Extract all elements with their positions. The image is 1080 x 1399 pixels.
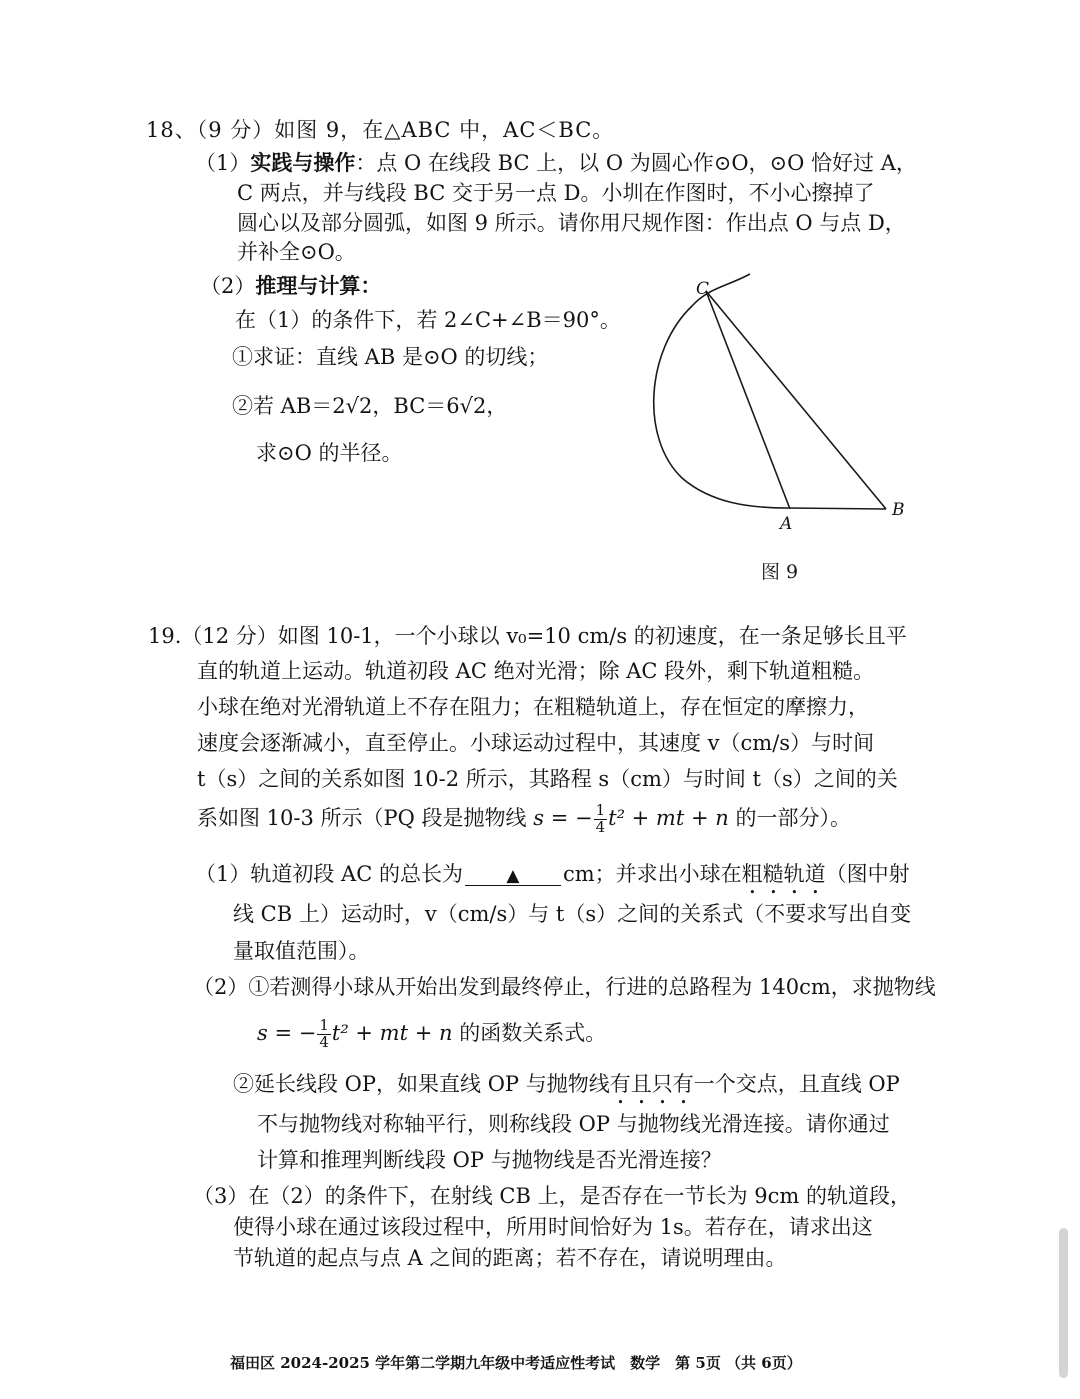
fraction-denominator-2: 4 xyxy=(319,1032,329,1051)
q18-part1-line3: 圆心以及部分圆弧，如图 9 所示。请你用尺规作图：作出点 O 与点 D， xyxy=(237,211,906,235)
q19-line5: t（s）之间的关系如图 10-2 所示，其路程 s（cm）与时间 t（s）之间的关 xyxy=(197,767,898,791)
q19-part2-line2-text: 的函数关系式。 xyxy=(459,1020,607,1045)
point-b-label: B xyxy=(892,500,905,520)
figure-9-diagram xyxy=(640,268,920,528)
answer-blank[interactable]: ▲ xyxy=(465,868,561,886)
q19-line3: 小球在绝对光滑轨道上不存在阻力；在粗糙轨道上，存在恒定的摩擦力， xyxy=(197,695,869,719)
fraction-numerator: 1 xyxy=(595,801,606,819)
parabola-formula-2 xyxy=(257,1016,453,1051)
q18-part1-line1 xyxy=(195,152,917,174)
q19-line1: 19.（12 分）如图 10-1，一个小球以 v₀=10 cm/s 的初速度，在一条足够长且平 xyxy=(148,624,907,648)
q19-part2b-line1 xyxy=(233,1072,900,1109)
q19-part3-line3: 节轨道的起点与点 A 之间的距离；若不存在，请说明理由。 xyxy=(233,1246,787,1270)
formula-rhs-2: t² + mt + n xyxy=(331,1020,453,1045)
q18-part2-line4: 求⊙O 的半径。 xyxy=(256,441,403,465)
q18-part1-title: 实践与操作 xyxy=(250,150,356,175)
formula-rhs: t² + mt + n xyxy=(608,805,729,830)
q19-part1-prefix: （1）轨道初段 AC 的总长为 xyxy=(195,862,463,886)
q18-part1-tag: （1） xyxy=(195,151,251,175)
q19-line4: 速度会逐渐减小，直至停止。小球运动过程中，其速度 v（cm/s）与时间 xyxy=(197,731,875,755)
scrollbar-thumb[interactable] xyxy=(1059,1228,1068,1378)
q19-line6-suffix: 的一部分）。 xyxy=(735,805,851,830)
circle-arc xyxy=(654,274,886,509)
q19-part1-mid: cm；并求出小球在 xyxy=(562,862,742,886)
q19-part2b-prefix: ②延长线段 OP，如果直线 OP 与抛物线 xyxy=(233,1072,610,1096)
page-footer: 福田区 2024-2025 学年第二学期九年级中考适应性考试 数学 第 5页 （共 6页） xyxy=(230,1354,802,1372)
q18-part2-line3: ②若 AB＝2√2，BC＝6√2， xyxy=(232,394,508,418)
point-a-label: A xyxy=(780,514,793,534)
q18-part2-heading xyxy=(200,275,381,297)
q18-part2-line2: ①求证：直线 AB 是⊙O 的切线； xyxy=(232,345,549,369)
figure-9-caption: 图 9 xyxy=(761,561,799,583)
fraction-denominator: 4 xyxy=(595,817,606,836)
formula-lhs-2: s = − xyxy=(257,1020,317,1045)
fraction-numerator-2: 1 xyxy=(319,1016,329,1034)
q18-part2-title: 推理与计算： xyxy=(255,273,382,298)
parabola-formula xyxy=(533,801,729,836)
q19-line6 xyxy=(197,803,851,836)
segment-cb xyxy=(706,291,886,509)
q19-part2-line1: （2）①若测得小球从开始出发到最终停止，行进的总路程为 140cm，求抛物线 xyxy=(193,975,936,999)
q19-part2-line2 xyxy=(257,1018,606,1051)
formula-fraction-2 xyxy=(317,1018,331,1051)
q18-part1-line4: 并补全⊙O。 xyxy=(237,240,356,264)
q19-part1-line3: 量取值范围）。 xyxy=(233,939,370,963)
q18-part1-line2: C 两点，并与线段 BC 交于另一点 D。小圳在作图时，不小心擦掉了 xyxy=(237,181,875,205)
q18-part2-tag: （2） xyxy=(200,274,256,298)
q19-line6-prefix: 系如图 10-3 所示（PQ 段是抛物线 xyxy=(197,805,527,830)
q19-part1-suffix: （图中射 xyxy=(825,862,910,886)
q19-part3-line2: 使得小球在通过该段过程中，所用时间恰好为 1s。若存在，请求出这 xyxy=(233,1215,873,1239)
q18-part2-line1: 在（1）的条件下，若 2∠C+∠B＝90°。 xyxy=(235,308,621,332)
q19-part1-line2: 线 CB 上）运动时，v（cm/s）与 t（s）之间的关系式（不要求写出自变 xyxy=(233,902,912,926)
segment-ca xyxy=(706,291,790,509)
q18-part1-text1: ：点 O 在线段 BC 上，以 O 为圆心作⊙O，⊙O 恰好过 A， xyxy=(355,151,917,175)
q19-part2b-line3: 计算和推理判断线段 OP 与抛物线是否光滑连接？ xyxy=(257,1148,722,1172)
q19-part2b-emphasis: 有且只有 xyxy=(609,1072,694,1096)
q19-part1-line1 xyxy=(195,862,910,899)
point-c-label: C xyxy=(696,279,710,299)
q18-header: 18、（9 分）如图 9，在△ABC 中，AC＜BC。 xyxy=(146,118,615,142)
q19-part1-emphasis: 粗糙轨道 xyxy=(741,862,826,886)
q19-part2b-line2: 不与抛物线对称轴平行，则称线段 OP 与抛物线光滑连接。请你通过 xyxy=(257,1112,890,1136)
q19-part3-line1: （3）在（2）的条件下，在射线 CB 上，是否存在一节长为 9cm 的轨道段， xyxy=(193,1184,911,1208)
formula-fraction xyxy=(594,803,608,836)
q19-part2b-suffix: 一个交点，且直线 OP xyxy=(693,1072,900,1096)
q19-line2: 直的轨道上运动。轨道初段 AC 绝对光滑；除 AC 段外，剩下轨道粗糙。 xyxy=(197,659,875,683)
formula-lhs: s = − xyxy=(533,805,593,830)
